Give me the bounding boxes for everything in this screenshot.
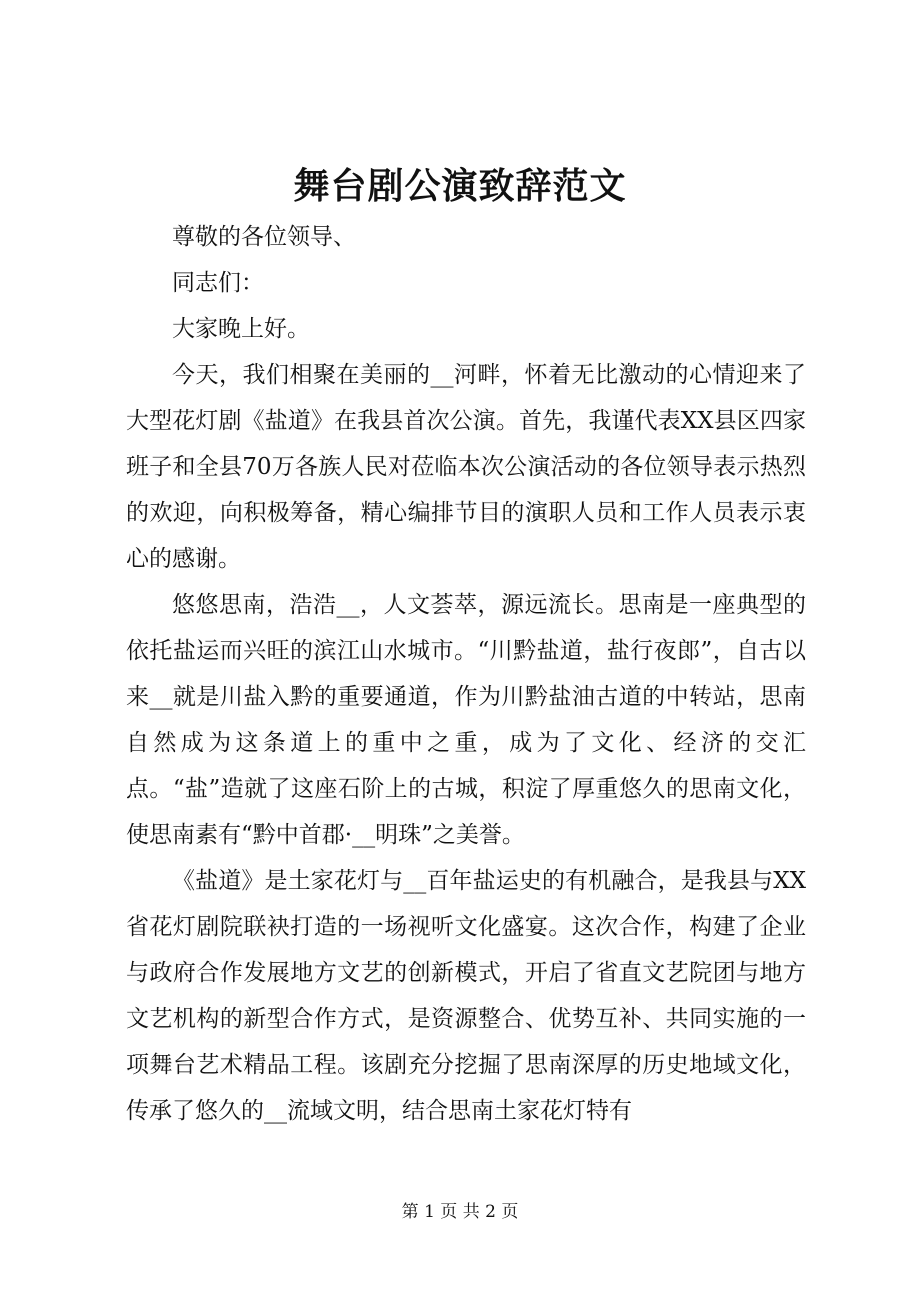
document-body	[126, 214, 806, 1134]
page-number-footer: 第 1 页 共 2 页	[401, 1202, 519, 1222]
body-paragraph-welcome: 今天，我们相聚在美丽的__河畔，怀着无比激动的心情迎来了大型花灯剧《盐道》在我县首次公演。首先，我谨代表XX县区四家班子和全县70万各族人民对莅临本次公演活动的各位领导表示热烈的欢迎，向积极筹备，精心编排节目的演职人员和工作人员表示衷心的感谢。	[126, 362, 806, 572]
salutation-comrades: 同志们：	[172, 270, 264, 296]
body-paragraph-history: 悠悠思南，浩浩__，人文荟萃，源远流长。思南是一座典型的依托盐运而兴旺的滨江山水城市。“川黔盐道，盐行夜郎”，自古以来__就是川盐入黔的重要通道，作为川黔盐油古道的中转站，思南自然成为这条道上的重中之重，成为了文化、经济的交汇点。“盐”造就了这座石阶上的古城，积淀了厚重悠久的思南文化，使思南素有“黔中首郡·__明珠”之美誉。	[126, 592, 806, 848]
body-paragraph-production: 《盐道》是土家花灯与__百年盐运史的有机融合，是我县与XX省花灯剧院联袂打造的一场视听文化盛宴。这次合作，构建了企业与政府合作发展地方文艺的创新模式，开启了省直文艺院团与地方文艺机构的新型合作方式，是资源整合、优势互补、共同实施的一项舞台艺术精品工程。该剧充分挖掘了思南深厚的历史地域文化，传承了悠久的__流域文明，结合思南土家花灯特有	[126, 868, 806, 1124]
greeting-line: 大家晚上好。	[172, 316, 310, 342]
document-title: 舞台剧公演致辞范文	[293, 165, 627, 207]
salutation-leaders: 尊敬的各位领导、	[172, 224, 356, 250]
